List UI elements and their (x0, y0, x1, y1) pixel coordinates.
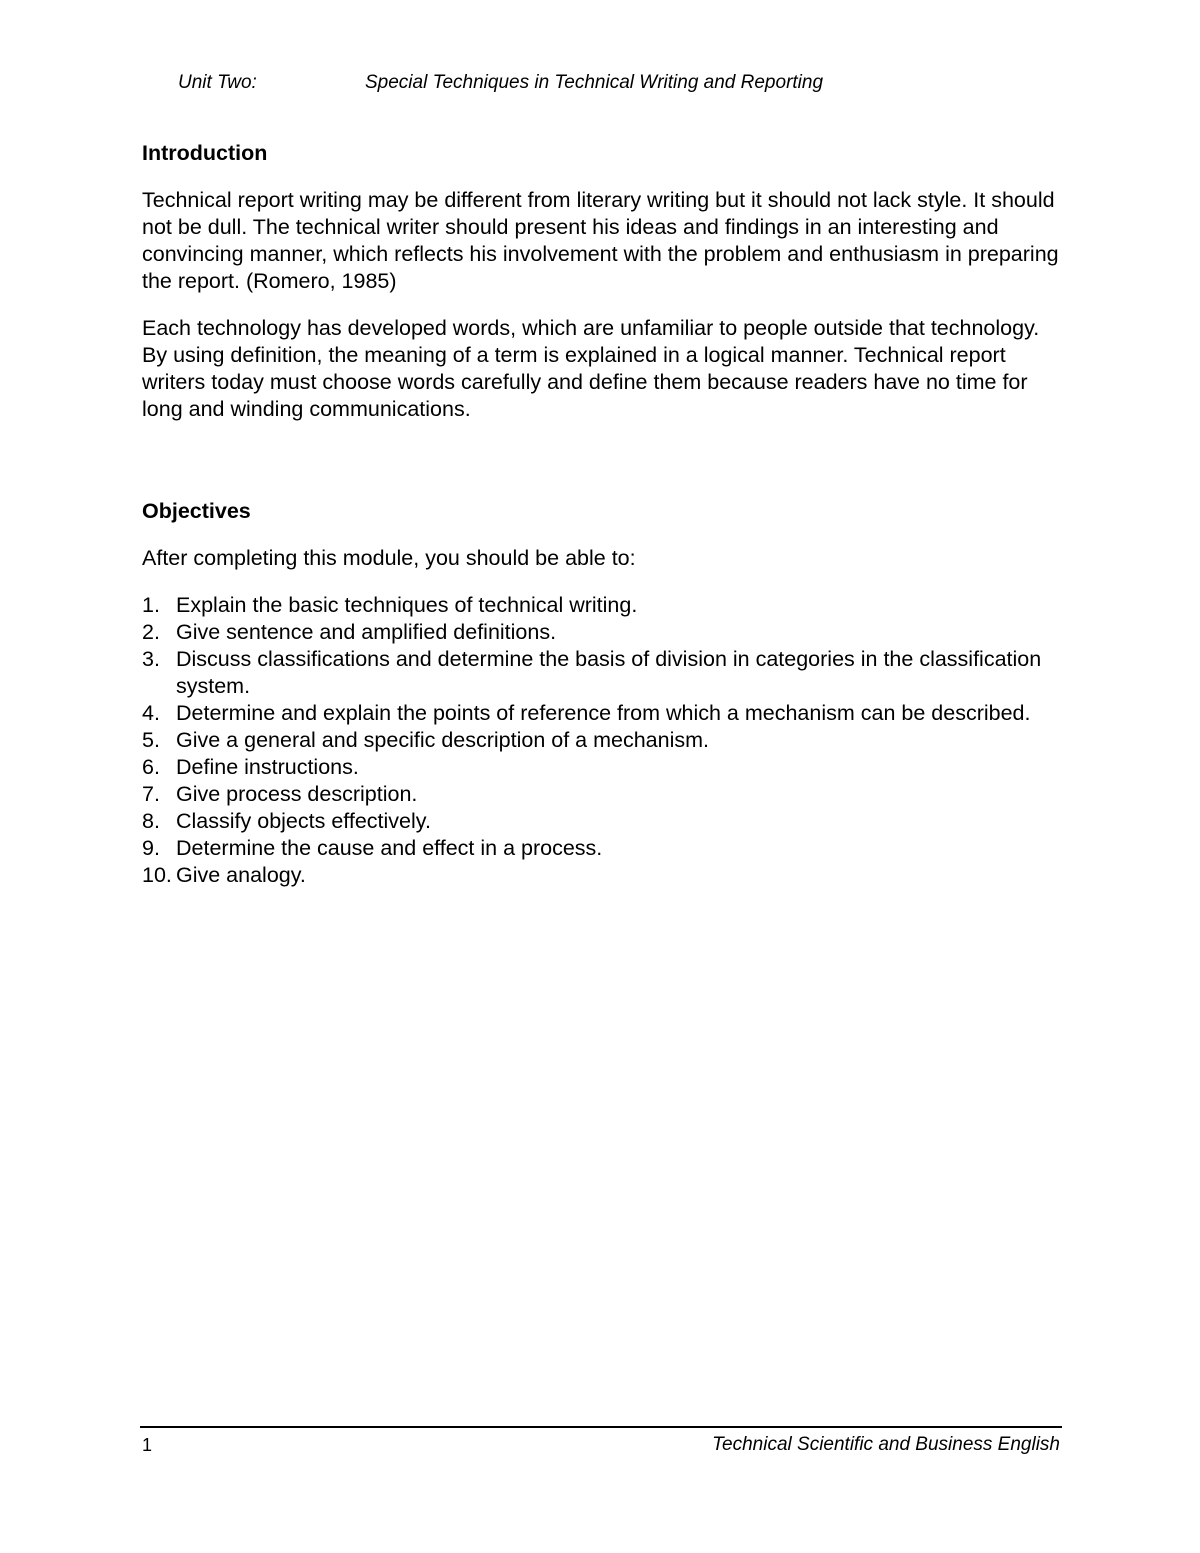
list-item-number: 4. (142, 701, 160, 725)
objectives-list (142, 592, 1062, 889)
list-item-text: Explain the basic techniques of technical writing. (176, 593, 638, 617)
list-item-text: Give process description. (176, 782, 418, 806)
introduction-heading: Introduction (142, 141, 268, 165)
list-item (142, 808, 1062, 835)
list-item-text: Determine the cause and effect in a process. (176, 836, 603, 860)
list-item-text: Give analogy. (176, 863, 306, 887)
footer-divider (140, 1426, 1062, 1428)
objectives-heading: Objectives (142, 499, 251, 523)
header-unit-label: Unit Two: (178, 72, 257, 93)
footer-page-number: 1 (142, 1435, 153, 1455)
list-item-text: Define instructions. (176, 755, 359, 779)
list-item-text: Give a general and specific description of a mechanism. (176, 728, 709, 752)
list-item-text: Give sentence and amplified definitions. (176, 620, 557, 644)
running-header (178, 70, 1078, 96)
objectives-section (142, 498, 1062, 889)
introduction-paragraph: Each technology has developed words, which are unfamiliar to people outside that technology. By using definition, the meaning of a term is explained in a logical manner. Technical report writers today must choose words carefully and define them because readers have no time for long and winding communications. (142, 316, 1040, 421)
list-item-number: 5. (142, 728, 160, 752)
list-item (142, 862, 1062, 889)
list-item (142, 727, 1062, 754)
list-item-number: 2. (142, 620, 160, 644)
list-item (142, 700, 1062, 727)
list-item-number: 3. (142, 647, 160, 671)
list-item (142, 619, 1062, 646)
list-item (142, 592, 1062, 619)
introduction-paragraph: Technical report writing may be different from literary writing but it should not lack style. It should not be dull. The technical writer should present his ideas and findings in an interesting and convincing manner, which reflects his involvement with the problem and enthusiasm in preparing the report. (Romero, 1985) (142, 188, 1059, 293)
list-item (142, 781, 1062, 808)
list-item-text: Discuss classifications and determine the basis of division in categories in the classification system. (176, 647, 1042, 698)
list-item (142, 646, 1062, 700)
list-item (142, 835, 1062, 862)
list-item-number: 9. (142, 836, 160, 860)
list-item-number: 8. (142, 809, 160, 833)
introduction-section (142, 140, 1062, 423)
header-unit-title: Special Techniques in Technical Writing and Reporting (365, 72, 824, 93)
list-item-number: 7. (142, 782, 160, 806)
list-item (142, 754, 1062, 781)
list-item-number: 6. (142, 755, 160, 779)
objectives-lead: After completing this module, you should be able to: (142, 546, 636, 570)
list-item-text: Classify objects effectively. (176, 809, 431, 833)
list-item-text: Determine and explain the points of reference from which a mechanism can be described. (176, 701, 1031, 725)
list-item-number: 1. (142, 593, 160, 617)
footer-book-title: Technical Scientific and Business English (712, 1434, 1060, 1455)
page-content (142, 140, 1062, 889)
list-item-number: 10. (142, 863, 172, 887)
